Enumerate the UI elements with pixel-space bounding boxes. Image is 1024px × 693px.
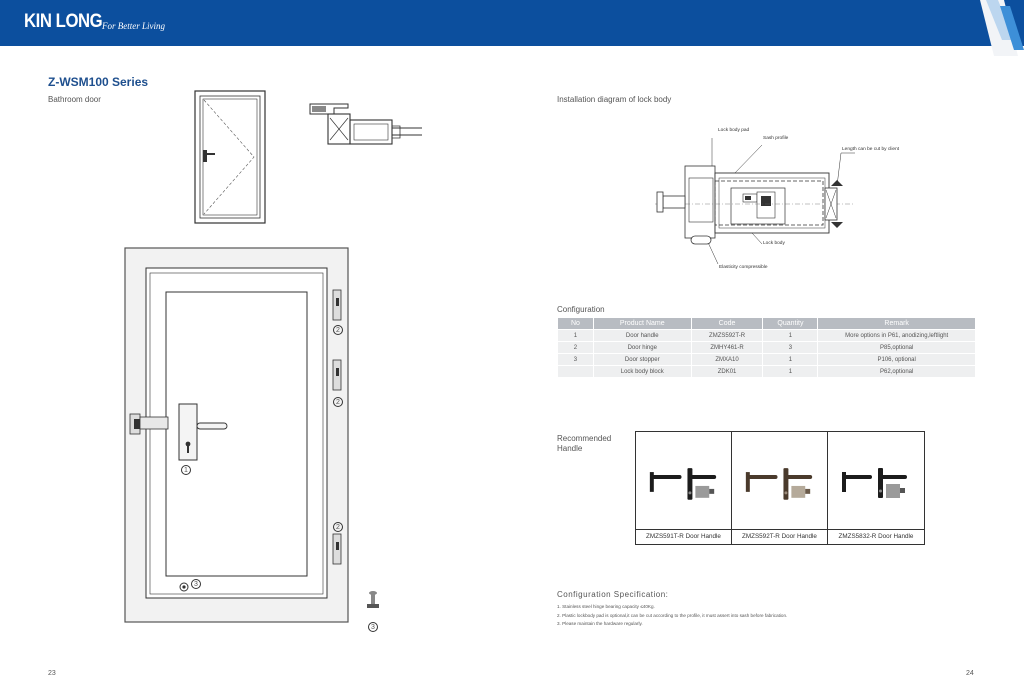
recommended-line-1: Recommended [557, 434, 612, 443]
table-row [558, 354, 976, 366]
recommended-handle-label [557, 434, 611, 454]
cell-no: 2 [558, 342, 594, 354]
cell-code: ZMZS592T-R [691, 330, 763, 342]
cell-no: 1 [558, 330, 594, 342]
handle-caption: ZMZS591T-R Door Handle [636, 529, 731, 544]
page-number-left: 23 [48, 670, 56, 677]
label-length-cut: Length can be cut by client [842, 147, 900, 152]
table-row [558, 366, 976, 378]
col-header-remark: Remark [818, 318, 976, 330]
handle-card-591t[interactable] [636, 432, 732, 544]
label-sash-profile: Sash profile [763, 136, 789, 141]
table-row [558, 330, 976, 342]
series-title: Z-WSM100 Series [48, 75, 149, 89]
marker-hinge-top: 2 [333, 325, 343, 335]
cell-product-name: Door handle [593, 330, 691, 342]
handle-caption: ZMZS592T-R Door Handle [732, 529, 827, 544]
lock-body-install-diagram [655, 128, 855, 278]
col-header-no: No [558, 318, 594, 330]
spec-item: 3. Please maintain the hardware regularly. [557, 621, 643, 626]
cell-code: ZMXA10 [691, 354, 763, 366]
page-number-right: 24 [966, 670, 974, 677]
label-elasticity: Elasticity compressible [719, 265, 768, 270]
recommended-handle-grid [635, 431, 925, 545]
recommended-line-2: Handle [557, 444, 583, 453]
install-diagram-title: Installation diagram of lock body [557, 95, 672, 104]
cell-quantity: 1 [763, 330, 818, 342]
handle-lever-left [652, 475, 682, 479]
brand-logo: KIN LONG [24, 11, 103, 32]
brand-tagline: For Better Living [102, 21, 165, 31]
spec-title: Configuration Specification: [557, 590, 669, 599]
cell-code: ZMHY461-R [691, 342, 763, 354]
corner-decoration [914, 0, 1024, 56]
door-handle-image [828, 432, 924, 528]
cell-quantity: 1 [763, 366, 818, 378]
cell-product-name: Lock body block [593, 366, 691, 378]
cell-no: 3 [558, 354, 594, 366]
col-header-code: Code [691, 318, 763, 330]
col-header-product-name: Product Name [593, 318, 691, 330]
handle-card-5832[interactable] [828, 432, 924, 544]
marker-stopper-detail: 3 [368, 622, 378, 632]
table-row [558, 342, 976, 354]
marker-handle: 1 [181, 465, 191, 475]
cell-remark: P106, optional [818, 354, 976, 366]
handle-lever-right [690, 475, 716, 479]
configuration-title: Configuration [557, 305, 605, 314]
spec-item: 1. Stainless steel hinge bearing capacity ≤40Kg. [557, 604, 655, 609]
cell-product-name: Door hinge [593, 342, 691, 354]
door-assembly-drawing [122, 246, 390, 636]
header-band [0, 0, 1024, 46]
handle-escutcheon-left [650, 472, 654, 492]
handle-caption: ZMZS5832-R Door Handle [828, 529, 924, 544]
cell-remark: P62,optional [818, 366, 976, 378]
cell-no [558, 366, 594, 378]
cell-product-name: Door stopper [593, 354, 691, 366]
cell-code: ZDK01 [691, 366, 763, 378]
marker-hinge-bottom: 2 [333, 522, 343, 532]
cell-quantity: 1 [763, 354, 818, 366]
lock-body [695, 486, 709, 498]
label-lock-body: Lock body [763, 241, 785, 246]
cell-remark: More options in P61, anodizing,leftlight [818, 330, 976, 342]
door-elevation-thumbnail [194, 90, 266, 224]
handle-plate [687, 468, 692, 500]
profile-section-drawing [308, 100, 426, 148]
table-header-row [558, 318, 976, 330]
spec-list [557, 603, 787, 629]
handle-card-592t[interactable] [732, 432, 828, 544]
spec-item: 2. Plastic lockbody pad is optional,it can be cut according to the profile, it must assert into sash before fabrication. [557, 612, 788, 618]
label-lock-body-pad: Lock body pad [718, 128, 750, 133]
col-header-quantity: Quantity [763, 318, 818, 330]
marker-hinge-middle: 2 [333, 397, 343, 407]
marker-floor-stopper: 3 [191, 579, 201, 589]
cell-remark: P85,optional [818, 342, 976, 354]
door-handle-image [636, 432, 731, 528]
door-handle-image [732, 432, 827, 528]
configuration-table [557, 317, 976, 378]
door-type-subtitle: Bathroom door [48, 95, 101, 104]
cell-quantity: 3 [763, 342, 818, 354]
